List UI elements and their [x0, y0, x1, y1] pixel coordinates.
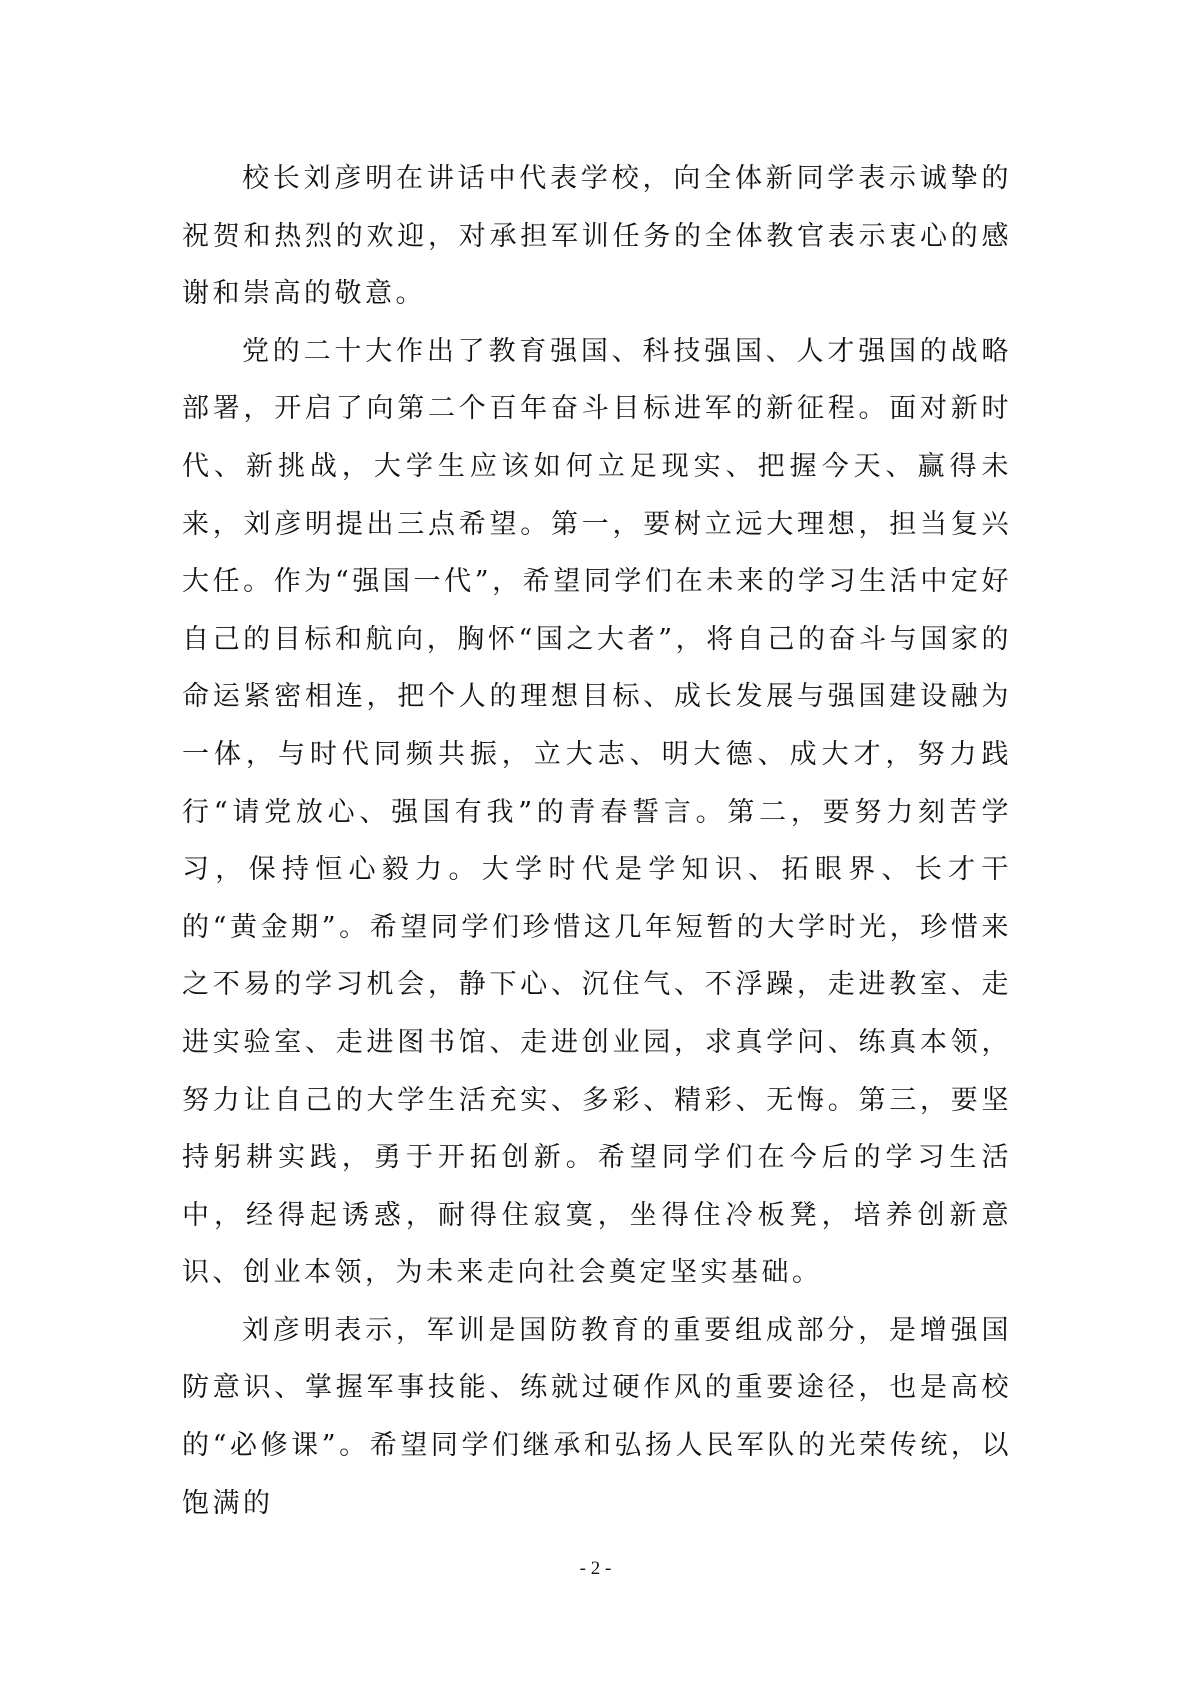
paragraph: 校长刘彦明在讲话中代表学校，向全体新同学表示诚挚的祝贺和热烈的欢迎，对承担军训任务的全体教官表示衷心的感谢和崇高的敬意。: [182, 163, 1012, 310]
paragraph: 刘彦明表示，军训是国防教育的重要组成部分，是增强国防意识、掌握军事技能、练就过硬作风的重要途径，也是高校的“必修课”。希望同学们继承和弘扬人民军队的光荣传统，以饱满的: [182, 1314, 1012, 1519]
body-text: [182, 150, 1012, 1532]
paragraph: 党的二十大作出了教育强国、科技强国、人才强国的战略部署，开启了向第二个百年奋斗目标进军的新征程。面对新时代、新挑战，大学生应该如何立足现实、把握今天、赢得未来，刘彦明提出三点希望。第一，要树立远大理想，担当复兴大任。作为“强国一代”，希望同学们在未来的学习生活中定好自己的目标和航向，胸怀“国之大者”，将自己的奋斗与国家的命运紧密相连，把个人的理想目标、成长发展与强国建设融为一体，与时代同频共振，立大志、明大德、成大才，努力践行“请党放心、强国有我”的青春誓言。第二，要努力刻苦学习，保持恒心毅力。大学时代是学知识、拓眼界、长才干的“黄金期”。希望同学们珍惜这几年短暂的大学时光，珍惜来之不易的学习机会，静下心、沉住气、不浮躁，走进教室、走进实验室、走进图书馆、走进创业园，求真学问、练真本领，努力让自己的大学生活充实、多彩、精彩、无悔。第三，要坚持躬耕实践，勇于开拓创新。希望同学们在今后的学习生活中，经得起诱惑，耐得住寂寞，坐得住冷板凳，培养创新意识、创业本领，为未来走向社会奠定坚实基础。: [182, 335, 1012, 1289]
page-number: - 2 -: [579, 1558, 612, 1579]
